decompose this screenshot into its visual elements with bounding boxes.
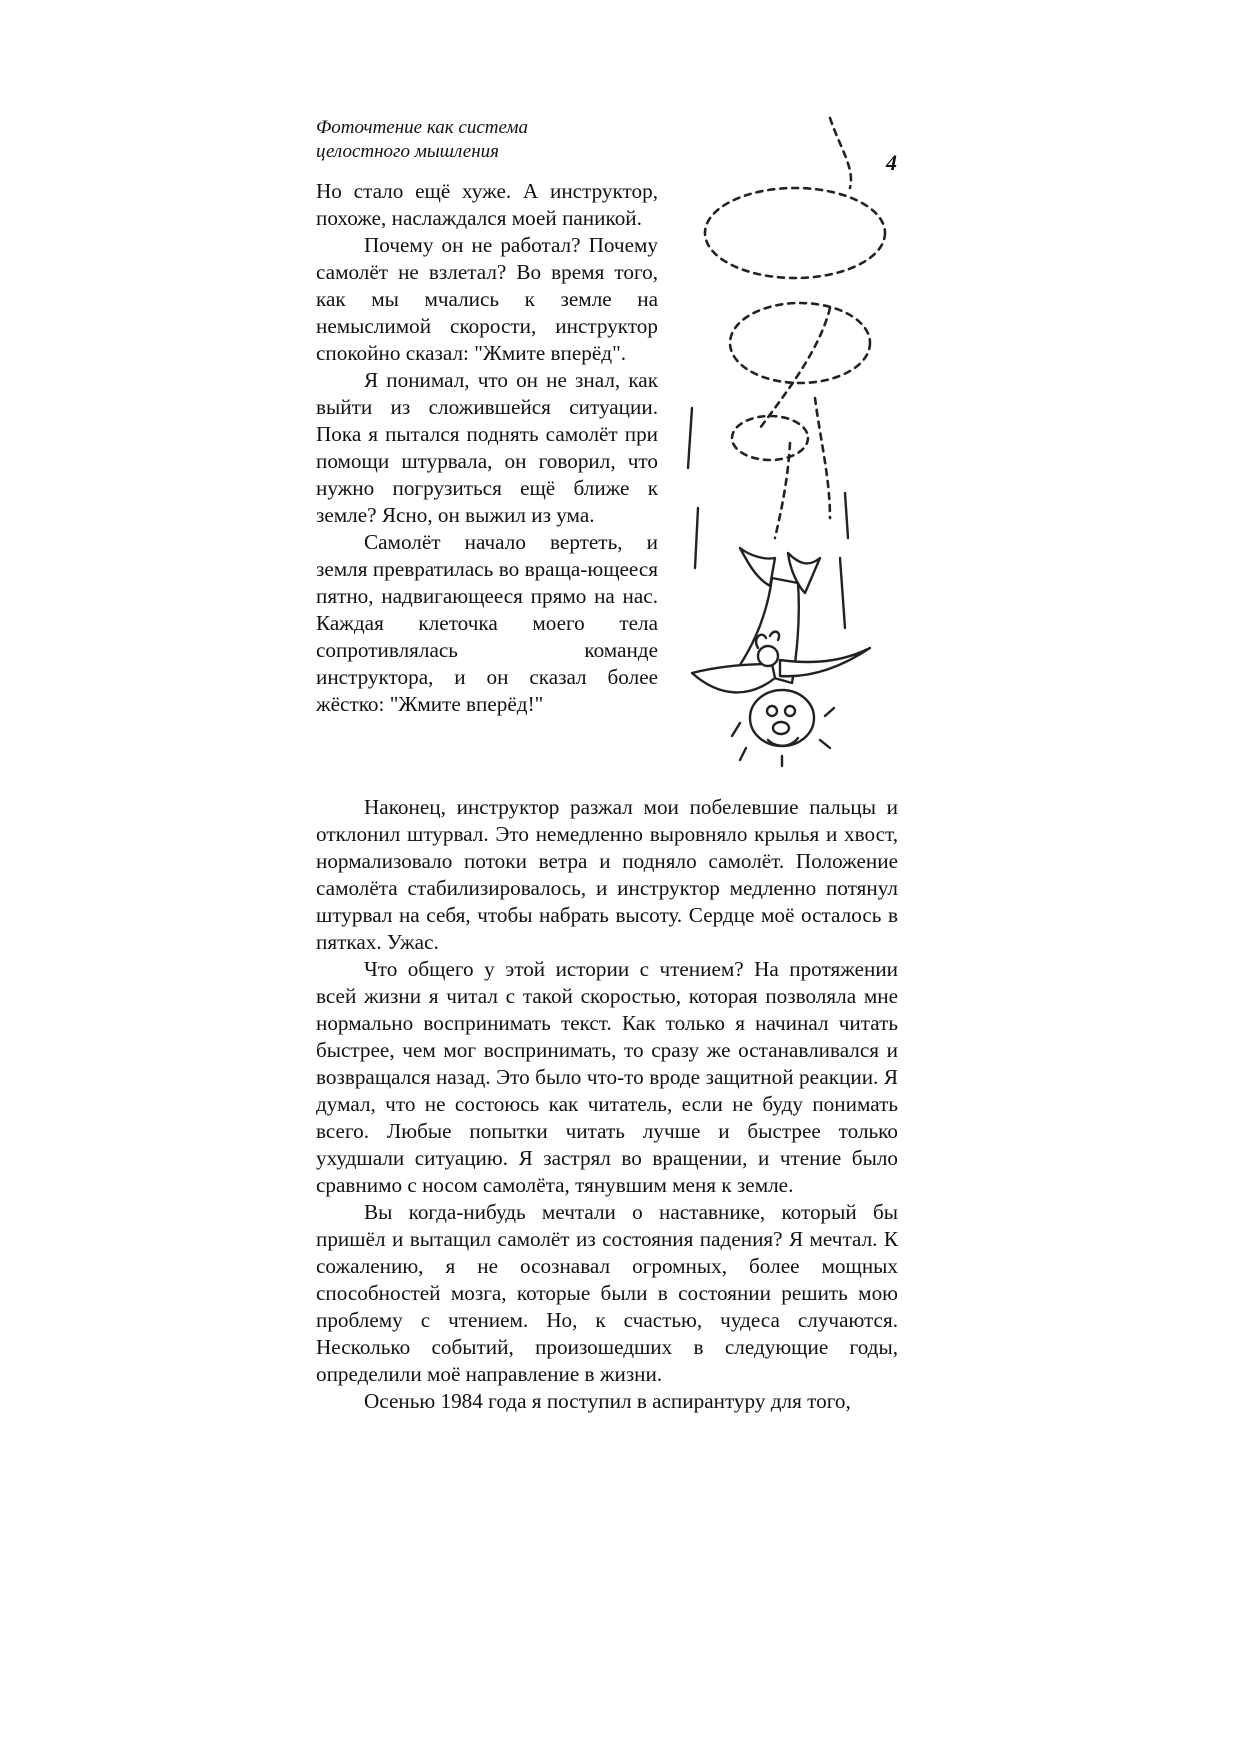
paragraph: Наконец, инструктор разжал мои побелевшие пальцы и отклонил штурвал. Это немедленно выровняло крылья и хвост, нормализовало потоки ветра и подняло самолёт. Положение самолёта стабилизировалось, и инструктор медленно потянул штурвал на себя, чтобы набрать высоту. Сердце моё осталось в пятках. Ужас.	[316, 795, 898, 954]
paragraph: Вы когда-нибудь мечтали о наставнике, который бы пришёл и вытащил самолёт из состояния падения? Я мечтал. К сожалению, я не осознавал огромных, более мощных способностей мозга, которые были в состоянии решить мою проблему с чтением. Но, к счастью, чудеса случаются. Несколько событий, произошедших в следующие годы, определили моё направление в жизни.	[316, 1200, 898, 1386]
header-line-1: Фоточтение как система	[316, 117, 529, 138]
paragraph: Осенью 1984 года я поступил в аспирантуру для того,	[364, 1389, 851, 1413]
paragraph: Я понимал, что он не знал, как выйти из сложившейся ситуации. Пока я пытался поднять самолёт при помощи штурвала, он говорил, что нужно погрузиться ещё ближе к земле? Ясно, он выжил из ума.	[316, 368, 658, 527]
header-line-2: целостного мышления	[316, 141, 499, 162]
paragraph: Что общего у этой истории с чтением? На протяжении всей жизни я читал с такой скоростью, которая позволяла мне нормально воспринимать текст. Как только я начинал читать быстрее, чем мог воспринимать, то сразу же останавливался и возвращался назад. Это было что-то вроде защитной реакции. Я думал, что не состоюсь как читатель, если не буду понимать всего. Любые попытки читать лучше и быстрее только ухудшали ситуацию. Я застрял во вращении, и чтение было сравнимо с носом самолёта, тянувшим меня к земле.	[316, 957, 898, 1197]
running-header	[316, 116, 656, 164]
page-number: 4	[886, 150, 897, 175]
paragraph: Самолёт начало вертеть, и земля превратилась во враща-ющееся пятно, надвигающееся прямо на нас. Каждая клеточка моего тела сопротивлялась команде инструктора, и он сказал более жёстко: "Жмите вперёд!"	[316, 530, 658, 716]
wide-text-column	[316, 794, 898, 1415]
narrow-text-column	[316, 178, 658, 718]
falling-airplane-illustration-icon	[680, 108, 910, 768]
paragraph: Почему он не работал? Почему самолёт не взлетал? Во время того, как мы мчались к земле на немыслимой скорости, инструктор спокойно сказал: "Жмите вперёд".	[316, 233, 658, 365]
paragraph: Но стало ещё хуже. А инструктор, похоже, наслаждался моей паникой.	[316, 179, 658, 230]
